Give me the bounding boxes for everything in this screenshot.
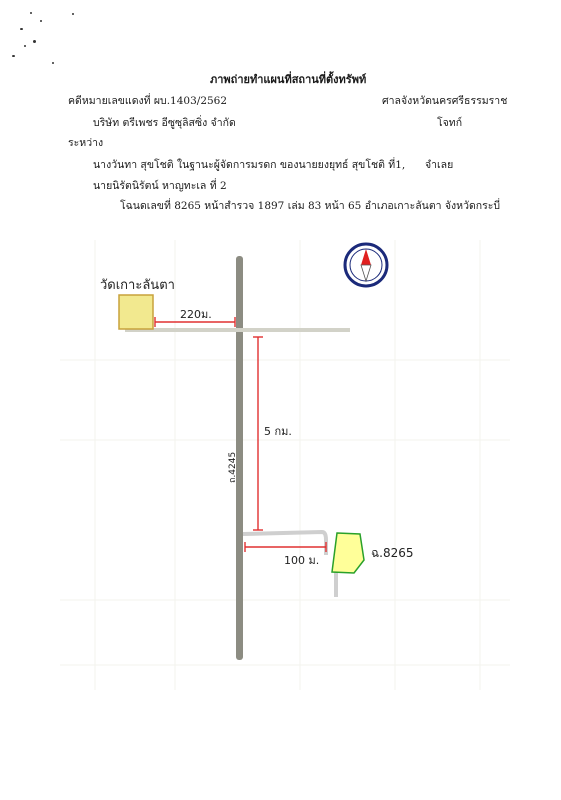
road-distance-arrow bbox=[253, 337, 263, 530]
document-title: ภาพถ่ายทำแผนที่สถานที่ตั้งทรัพท์ bbox=[210, 73, 367, 86]
plot-distance-arrow bbox=[245, 542, 326, 552]
plaintiff-role: โจทก์ bbox=[437, 117, 463, 129]
temple-marker bbox=[119, 295, 153, 329]
defendant-role: จำเลย bbox=[425, 159, 454, 171]
cross-road bbox=[125, 328, 350, 332]
temple-distance-label: 220ม. bbox=[180, 308, 212, 321]
case-number: คดีหมายเลขแดงที่ ผบ.1403/2562 bbox=[68, 95, 228, 107]
temple-label: วัดเกาะลันตา bbox=[100, 278, 175, 293]
court-name: ศาลจังหวัดนครศรีธรรมราช bbox=[382, 95, 508, 107]
plot-polygon bbox=[332, 533, 364, 573]
defendant-2: นายนิรัตนิรัตน์ หาญทะเล ที่ 2 bbox=[93, 180, 227, 192]
plot-label: ฉ.8265 bbox=[371, 546, 414, 560]
road-label: ถ.4245 bbox=[228, 451, 238, 483]
side-road bbox=[243, 532, 326, 555]
between-label: ระหว่าง bbox=[68, 137, 104, 149]
defendant-1: นางวันทา สุขโชติ ในฐานะผู้จัดการมรดก ของนายยงยุทธ์ สุขโชติ ที่1, bbox=[93, 159, 406, 171]
plaintiff-name: บริษัท ตรีเพชร อีซูซุลิสซิ่ง จำกัด bbox=[93, 117, 236, 129]
deed-line: โฉนดเลขที่ 8265 หน้าสำรวจ 1897 เล่ม 83 หน้า 65 อำเภอเกาะลันตา จังหวัดกระบี่ bbox=[120, 200, 501, 212]
road-distance-label: 5 กม. bbox=[264, 425, 292, 438]
compass-icon bbox=[345, 244, 387, 286]
plot-distance-label: 100 ม. bbox=[284, 554, 320, 567]
